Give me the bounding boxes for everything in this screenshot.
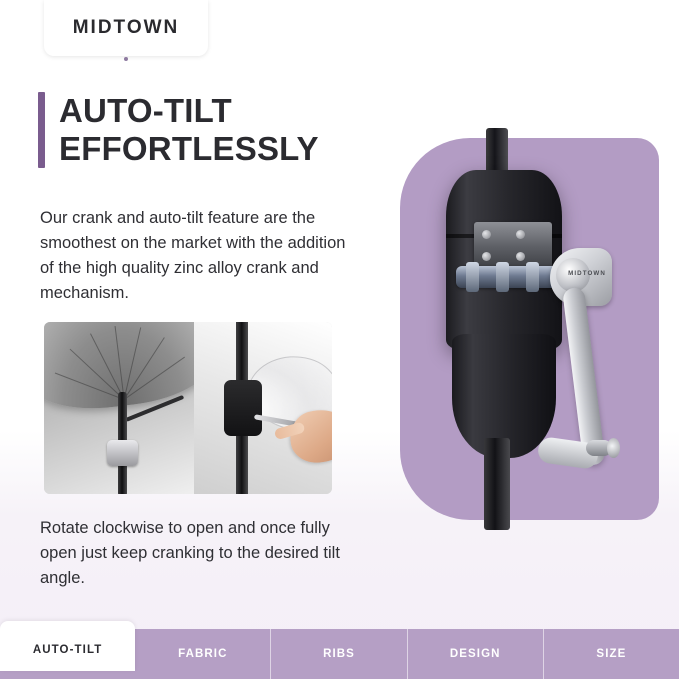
crank-brand-mark: MIDTOWN bbox=[568, 270, 606, 277]
logo-dot-icon bbox=[124, 57, 128, 61]
tab-ribs[interactable]: RIBS bbox=[270, 629, 406, 679]
description-paragraph-top: Our crank and auto-tilt feature are the smoothest on the market with the addition of the high quality zinc alloy crank and mechanism. bbox=[40, 209, 346, 302]
brand-logo-text: MIDTOWN bbox=[72, 17, 180, 38]
tilt-mechanism-housing bbox=[224, 380, 262, 436]
title-line-1: AUTO-TILT bbox=[59, 92, 232, 129]
axle-ring bbox=[496, 262, 509, 292]
hero-product-image bbox=[400, 138, 659, 520]
tab-size[interactable]: SIZE bbox=[543, 629, 679, 679]
bolt-icon bbox=[482, 230, 491, 239]
bolt-icon bbox=[516, 252, 525, 261]
axle-ring bbox=[466, 262, 479, 292]
feature-tabbar bbox=[0, 629, 679, 679]
bolt-icon bbox=[516, 230, 525, 239]
title-line-2: EFFORTLESSLY bbox=[59, 130, 319, 167]
description-paragraph-bottom: Rotate clockwise to open and once fully open just keep cranking to the desired tilt angle. bbox=[40, 519, 340, 587]
tab-fabric[interactable]: FABRIC bbox=[178, 648, 228, 660]
axle-ring bbox=[526, 262, 539, 292]
brand-logo-card bbox=[44, 0, 208, 56]
instruction-photo-strip bbox=[44, 322, 332, 494]
bolt-icon bbox=[482, 252, 491, 261]
crank-knob-cap bbox=[607, 438, 620, 458]
page-title bbox=[38, 92, 319, 168]
photo-hand-cranking bbox=[194, 322, 332, 494]
tab-design[interactable]: DESIGN bbox=[407, 629, 543, 679]
title-accent-bar bbox=[38, 92, 45, 168]
hero-pole-lower bbox=[484, 438, 510, 530]
tab-auto-tilt[interactable]: AUTO-TILT bbox=[0, 621, 135, 671]
title-lines bbox=[59, 92, 319, 168]
umbrella-hub bbox=[107, 440, 138, 466]
photo-umbrella-hub bbox=[44, 322, 194, 494]
